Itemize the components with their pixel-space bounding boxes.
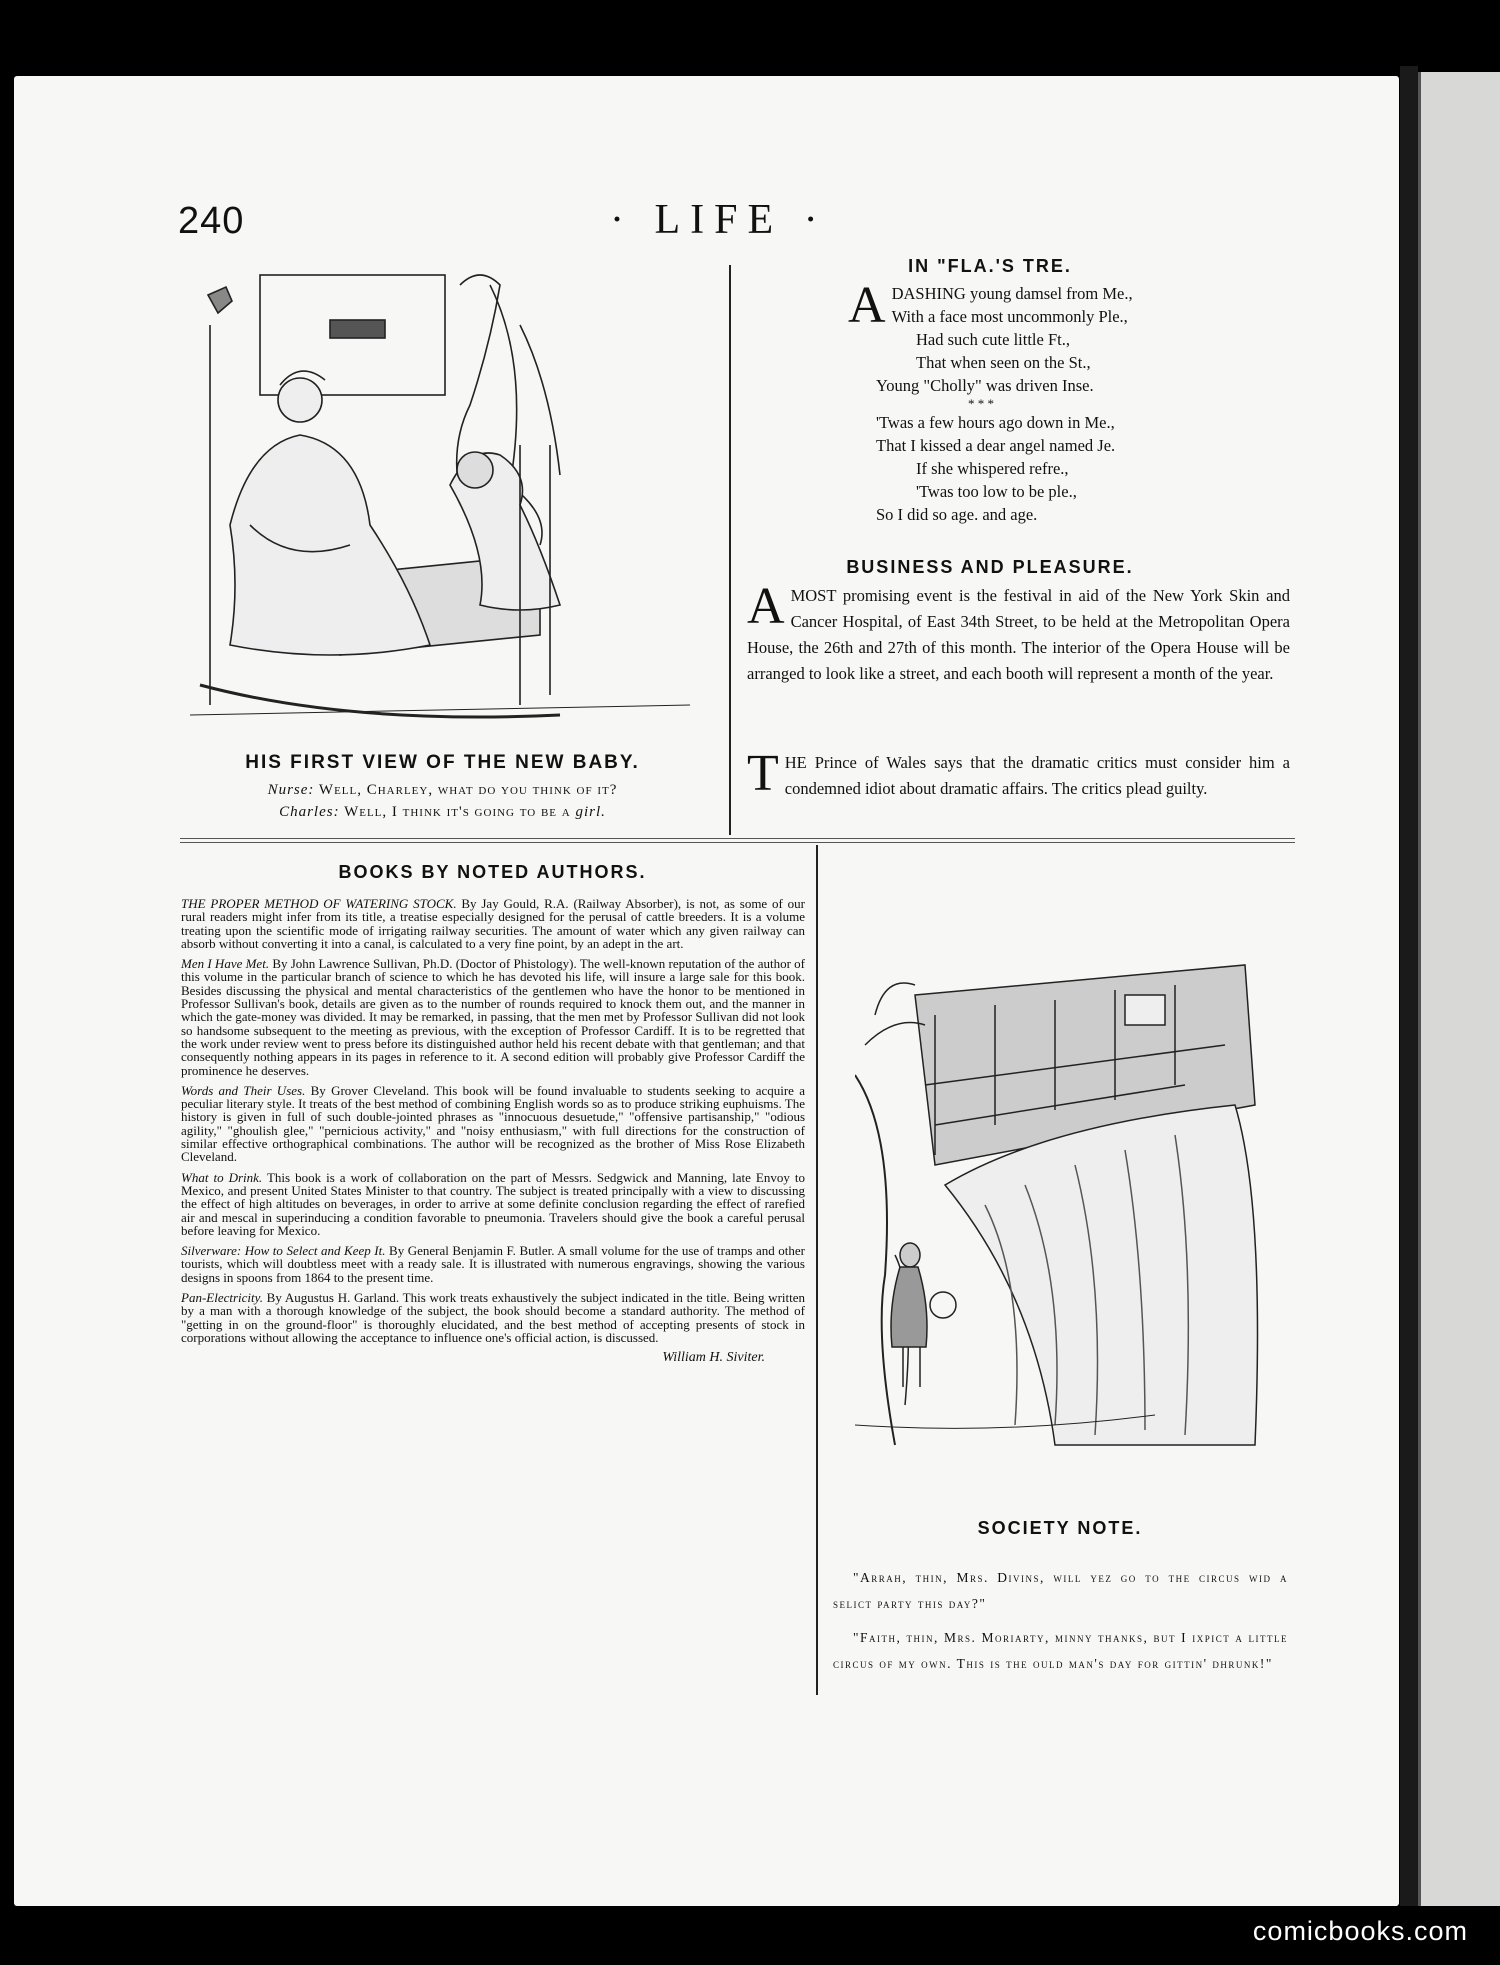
charles-line-emphasis: girl. xyxy=(575,804,606,820)
book-entry xyxy=(181,1244,805,1284)
book-title: Pan-Electricity. xyxy=(181,1290,263,1306)
book-review: By Jay Gould, R.A. (Railway Absorber), is not, as some of our rural readers might infer from its title, a treatise especially designed for the perusal of cattle breeders. It is a volume treating upon the scientific mode of irrigating railway securities. The amount of water which any given railway can absorb without converting it into a canal, is calculated to a very fine point, by an adept in the art. xyxy=(181,896,805,951)
poem-dropcap: A xyxy=(848,277,886,334)
book-entry xyxy=(181,1084,805,1164)
book-entry xyxy=(181,897,805,950)
column-divider-top xyxy=(729,265,731,835)
poem-stanza-1 xyxy=(848,277,1248,526)
adjacent-page-edge xyxy=(1418,72,1500,1906)
waterfall-illustration xyxy=(855,955,1275,1450)
horizontal-rule xyxy=(180,838,1295,839)
book-title: Words and Their Uses. xyxy=(181,1082,306,1098)
poem-line: That I kissed a dear angel named Je. xyxy=(876,436,1116,455)
poem-line: Young "Cholly" was driven Inse. xyxy=(876,376,1094,395)
society-line-2: "Faith, thin, Mrs. Moriarty, minny thanks, but I ixpict a little circus of my own. This is the ould man's day for gittin' dhrunk!" xyxy=(833,1630,1288,1671)
book-review: This book is a work of collaboration on the part of Messrs. Sedgwick and Manning, late Envoy to Mexico, and present United States Minister to that country. The subject is treated principally with a view to discussing the effect of high altitudes on beverages, in order to arrive at some definite conclusion regarding the effect of rarefied air and mescal in superinducing a condition favorable to pneumonia. Travelers should give the book a careful perusal before leaving for Mexico. xyxy=(181,1169,805,1238)
speaker-nurse: Nurse: xyxy=(267,782,315,798)
business-dropcap-2: T xyxy=(747,745,779,802)
society-title: SOCIETY NOTE. xyxy=(977,1518,1143,1538)
site-watermark: comicbooks.com xyxy=(1252,1916,1468,1946)
book-title: What to Drink. xyxy=(181,1169,263,1185)
book-review: By Augustus H. Garland. This work treats exhaustively the subject indicated in the title. Being written by a man with a thorough knowledge of the subject, the book should become a standard authority. The method of "getting in on the ground-floor" is thoroughly elucidated, and the best method of accepting presents of stock in corporations without allowing the acceptance to influence one's official action, is discussed. xyxy=(181,1290,805,1345)
book-entry xyxy=(181,1171,805,1237)
cartoon-dialogue-2 xyxy=(190,804,695,821)
poem-line: DASHING young damsel from Me., xyxy=(891,284,1133,303)
book-title: Men I Have Met. xyxy=(181,956,270,972)
cartoon-dialogue-1 xyxy=(190,782,695,799)
business-text-2: HE Prince of Wales says that the dramatic critics must consider him a condemned idiot about dramatic affairs. The critics plead guilty. xyxy=(784,753,1290,798)
business-paragraph-2 xyxy=(747,745,1290,802)
business-title: BUSINESS AND PLEASURE. xyxy=(846,557,1134,577)
poem-stars: * * * xyxy=(968,396,994,411)
society-dialogue xyxy=(833,1565,1288,1685)
book-review: By Grover Cleveland. This book will be found invaluable to students seeking to acquire a peculiar literary style. It treats of the best method of combining English words so as to produce striking euphuisms. The history is given in full of such double-jointed phrases as "innocuous desuetude," "offensive partisanship," "odious agility," "ghoulish glee," "pernicious activity," and "noisy enthusiasm," with full directions for the construction of similar effective orthographical combinations. The author will be recognized as the brother of Miss Rose Elizabeth Cleveland. xyxy=(181,1082,806,1165)
book-title: THE PROPER METHOD OF WATERING STOCK. xyxy=(181,896,457,911)
column-divider-bottom xyxy=(816,845,818,1695)
poem-line: 'Twas too low to be ple., xyxy=(916,482,1077,501)
business-dropcap-1: A xyxy=(747,578,785,635)
speaker-charles: Charles: xyxy=(279,804,340,820)
cartoon-caption: HIS FIRST VIEW OF THE NEW BABY. xyxy=(245,752,640,773)
nurse-line: Well, Charley, what do you think of it? xyxy=(318,782,618,798)
charles-line: Well, I think it's going to be a xyxy=(344,804,571,820)
book-spine xyxy=(1400,66,1418,1906)
society-line-1: "Arrah, thin, Mrs. Divins, will yez go to the circus wid a selict party this day?" xyxy=(833,1570,1288,1611)
masthead-title: · LIFE · xyxy=(610,197,828,243)
books-title: BOOKS BY NOTED AUTHORS. xyxy=(338,862,647,882)
poem-title: IN "FLA.'S TRE. xyxy=(908,256,1072,276)
horizontal-rule-2 xyxy=(180,842,1295,843)
poem-line: If she whispered refre., xyxy=(916,459,1069,478)
poem-line: 'Twas a few hours ago down in Me., xyxy=(876,413,1115,432)
books-signature: William H. Siviter. xyxy=(662,1350,765,1366)
poem-line: So I did so age. and age. xyxy=(876,505,1038,524)
book-review: By General Benjamin F. Butler. A small volume for the use of tramps and other tourists, which will doubtless meet with a ready sale. It is illustrated with numerous engravings, showing the various designs in spoons from 1864 to the present time. xyxy=(181,1243,805,1285)
business-paragraph-1 xyxy=(747,578,1290,687)
poem-line: With a face most uncommonly Ple., xyxy=(891,307,1128,326)
poem-line: That when seen on the St., xyxy=(916,353,1091,372)
poem-line: Had such cute little Ft., xyxy=(916,330,1070,349)
book-title: Silverware: How to Select and Keep It. xyxy=(181,1243,386,1259)
business-text-1: MOST promising event is the festival in aid of the New York Skin and Cancer Hospital, of East 34th Street, to be held at the Metropolitan Opera House, the 26th and 27th of this month. The interior of the Opera House will be arranged to look like a street, and each booth will represent a month of the year. xyxy=(747,586,1290,683)
books-column xyxy=(181,897,805,1372)
book-entry xyxy=(181,1291,805,1344)
nursery-illustration xyxy=(190,265,695,735)
book-review: By John Lawrence Sullivan, Ph.D. (Doctor of Phistology). The well-known reputation of the author of this volume in the particular branch of science to which he has devoted his life, will insure a large sale for this book. Besides discussing the physical and mental characteristics of the gentlemen who have the honor to be mentioned in Professor Sullivan's book, details are given as to the number of rounds required to knock them out, and the manner in which the gate-money was divided. It may be remarked, in passing, that the men met by Professor Sullivan did not look so handsome subsequent to the meeting as previous, with the exception of Professor Cardiff. It is to be regretted that the work under review went to press before its distinguished author held his recent debate with that gentleman; and that consequently nothing appears in its pages in reference to it. A second edition will probably give Professor Cardiff the prominence he deserves. xyxy=(181,956,805,1078)
page-number: 240 xyxy=(178,200,245,242)
book-entry xyxy=(181,957,805,1077)
